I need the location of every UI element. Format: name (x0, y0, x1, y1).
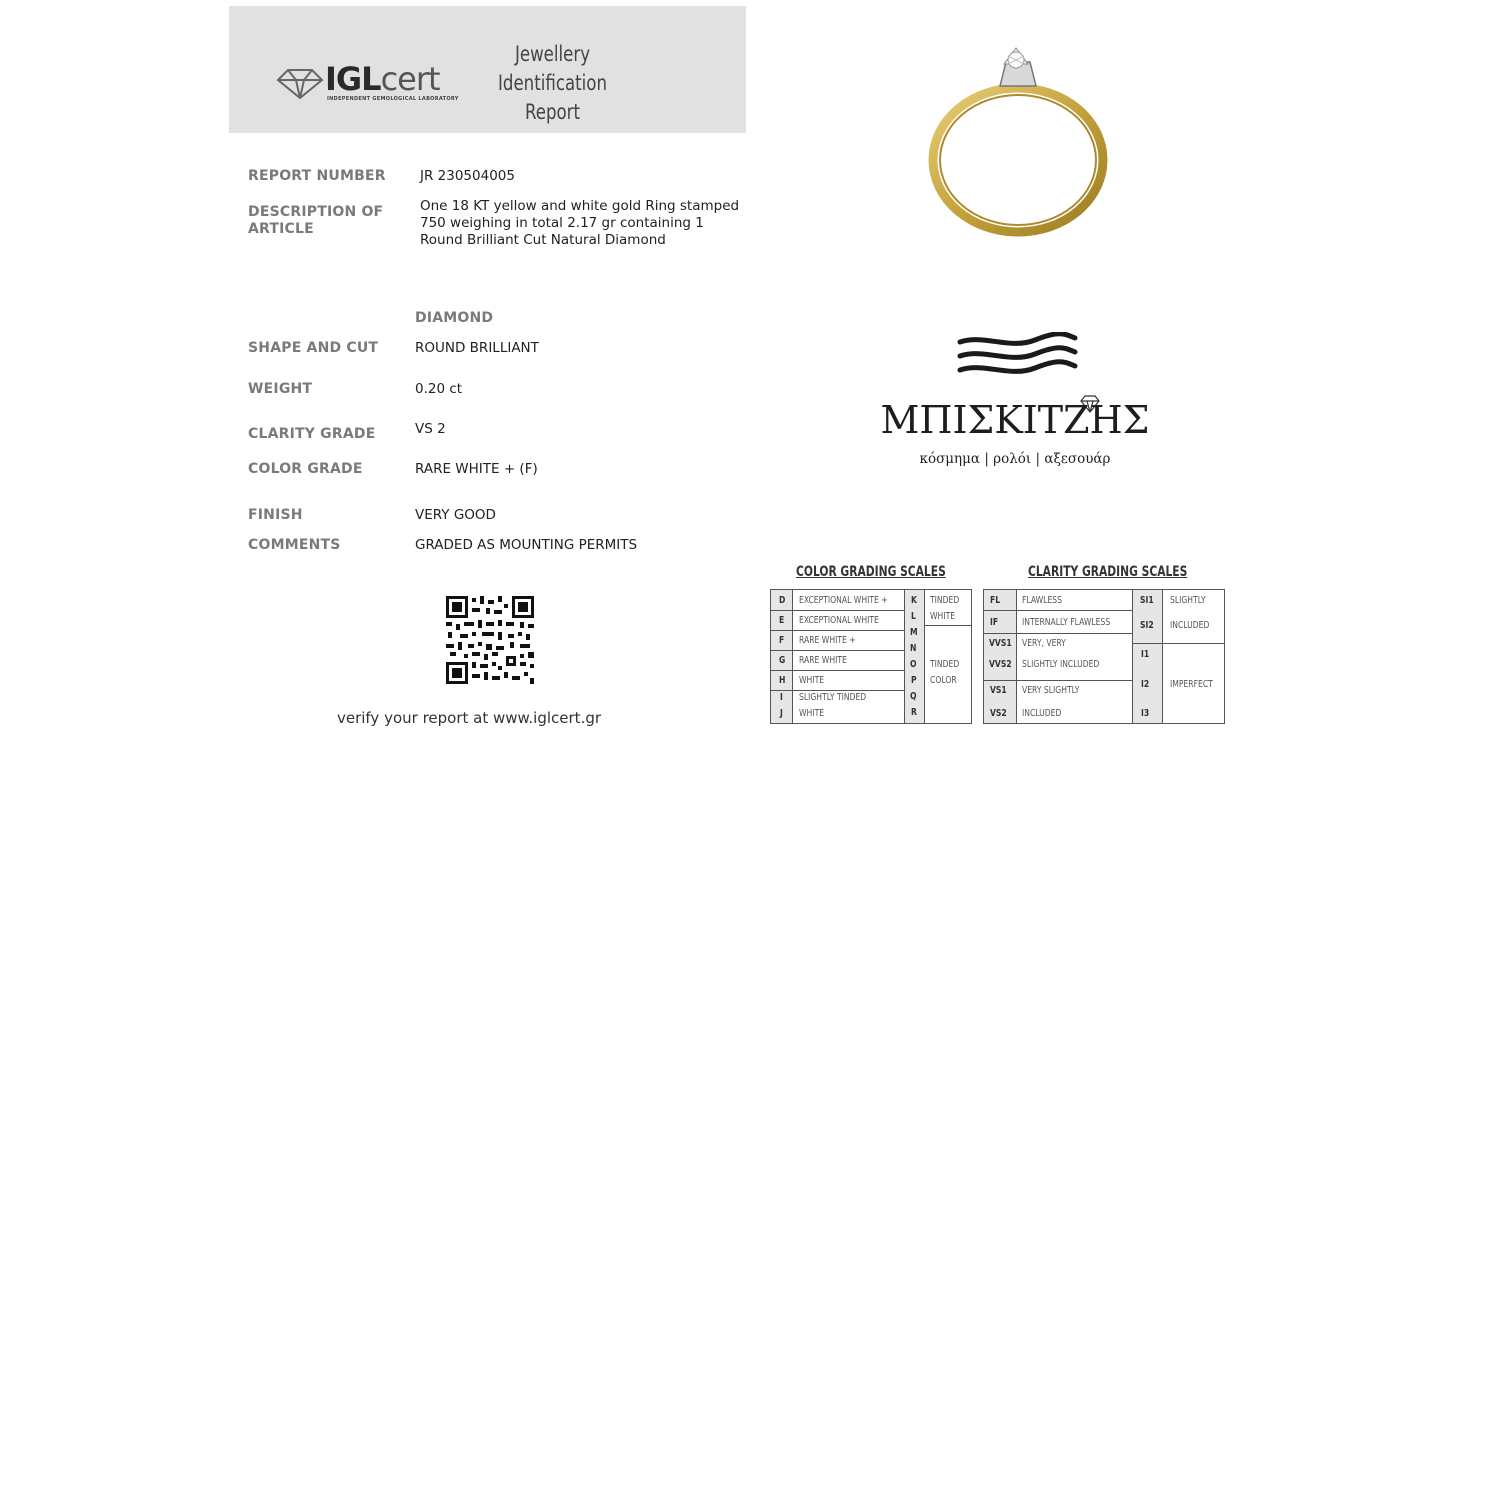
store-name: ΜΠΙΣΚΙΤΖΗΣ (880, 398, 1150, 442)
color-grading-table (770, 589, 972, 724)
verify-report-text: verify your report at www.iglcert.gr (336, 709, 602, 727)
clarity-grade: SI2 (1140, 620, 1154, 631)
shape-value: ROUND BRILLIANT (415, 340, 539, 356)
tinted-white-label: TINDED (930, 595, 960, 606)
color-value: RARE WHITE + (F) (415, 461, 538, 477)
clarity-scale-title: CLARITY GRADING SCALES (1028, 564, 1188, 580)
color-description: WHITE (799, 675, 825, 686)
slightly-included-label: INCLUDED (1170, 620, 1210, 631)
clarity-description: INCLUDED (1022, 708, 1062, 719)
clarity-description: FLAWLESS (1022, 595, 1062, 606)
clarity-grade: VVS1 (989, 638, 1012, 649)
clarity-description: VERY, VERY (1022, 638, 1066, 649)
report-number-label: REPORT NUMBER (248, 168, 386, 184)
imperfect-label: IMPERFECT (1170, 679, 1213, 690)
store-waves-icon (955, 332, 1080, 382)
color-description: EXCEPTIONAL WHITE + (799, 595, 888, 606)
color-description: SLIGHTLY TINDED (799, 692, 867, 703)
tinted-color-label: COLOR (930, 675, 957, 686)
clarity-grade: VS1 (990, 685, 1007, 696)
clarity-description: VERY SLIGHTLY (1022, 685, 1080, 696)
clarity-description: SLIGHTLY INCLUDED (1022, 659, 1100, 670)
color-description: RARE WHITE (799, 655, 847, 666)
finish-value: VERY GOOD (415, 507, 496, 523)
tinted-color-label: TINDED (930, 659, 960, 670)
color-grade: O (910, 659, 917, 670)
qr-code-icon[interactable] (446, 596, 534, 684)
tinted-white-label: WHITE (930, 611, 956, 622)
clarity-grade: VS2 (990, 708, 1007, 719)
ring-image (920, 42, 1120, 242)
report-number-value: JR 230504005 (420, 168, 515, 184)
title-line: Jewellery (514, 42, 591, 66)
color-grade: F (779, 635, 785, 646)
color-description: WHITE (799, 708, 825, 719)
clarity-description: INTERNALLY FLAWLESS (1022, 617, 1111, 628)
color-grade: E (779, 615, 785, 626)
clarity-value: VS 2 (415, 421, 446, 437)
color-description: RARE WHITE + (799, 635, 856, 646)
color-grade: L (911, 611, 916, 622)
color-grade: I (780, 692, 783, 703)
clarity-grade: I3 (1141, 708, 1150, 719)
title-line: Identification (497, 71, 608, 95)
clarity-grade: SI1 (1140, 595, 1154, 606)
color-grade: H (779, 675, 786, 686)
clarity-grade: I1 (1141, 649, 1150, 660)
report-title (480, 40, 625, 127)
color-label: COLOR GRADE (248, 461, 363, 477)
store-tagline: κόσμημα | ρολόι | αξεσουάρ (919, 451, 1111, 467)
clarity-grading-table (983, 589, 1225, 724)
color-grade: D (779, 595, 786, 606)
color-description: EXCEPTIONAL WHITE (799, 615, 879, 626)
diamond-section-heading: DIAMOND (415, 310, 494, 326)
iglcert-logo: IGLcert (325, 60, 440, 98)
color-grade: Q (910, 691, 917, 702)
color-scale-title: COLOR GRADING SCALES (796, 564, 946, 580)
description-value: One 18 KT yellow and white gold Ring stamped 750 weighing in total 2.17 gr containing 1 Round Brilliant Cut Natural Diamond (420, 198, 740, 248)
clarity-grade: VVS2 (989, 659, 1012, 670)
shape-label: SHAPE AND CUT (248, 340, 379, 356)
color-grade: P (911, 675, 917, 686)
color-grade: M (910, 627, 918, 638)
comments-label: COMMENTS (248, 537, 341, 553)
comments-value: GRADED AS MOUNTING PERMITS (415, 537, 638, 553)
clarity-grade: IF (990, 617, 999, 628)
color-grade: K (911, 595, 917, 606)
title-line: Report (524, 100, 581, 124)
clarity-label: CLARITY GRADE (248, 426, 376, 442)
slightly-included-label: SLIGHTLY (1170, 595, 1206, 606)
description-label: DESCRIPTION OF ARTICLE (248, 204, 384, 237)
weight-value: 0.20 ct (415, 381, 463, 397)
weight-label: WEIGHT (248, 381, 313, 397)
clarity-grade: FL (990, 595, 1001, 606)
color-grade: G (779, 655, 786, 666)
color-grade: N (910, 643, 917, 654)
logo-subtitle: INDEPENDENT GEMOLOGICAL LABORATORY (327, 96, 459, 102)
clarity-grade: I2 (1141, 679, 1150, 690)
color-grade: J (780, 708, 783, 719)
finish-label: FINISH (248, 507, 303, 523)
color-grade: R (911, 707, 917, 718)
